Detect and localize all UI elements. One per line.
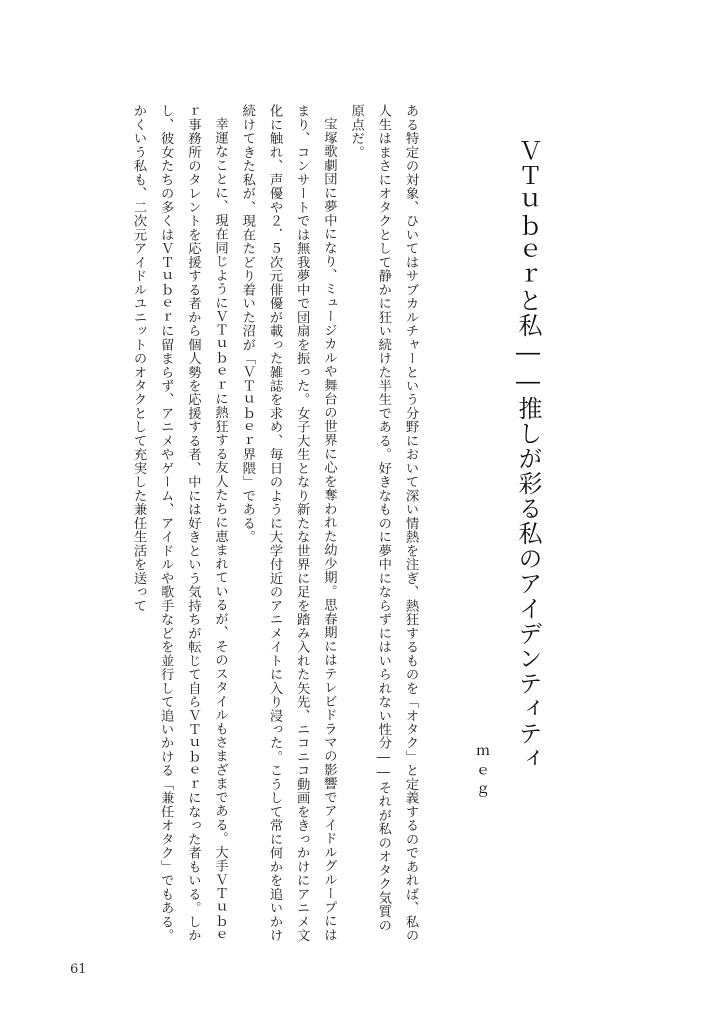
paragraph: ある特定の対象、ひいてはサブカルチャーという分野において深い情熱を注ぎ、熱狂するものを「オタク」と定義するのであれば、私の人生はまさにオタクとして静かに狂い続けた半生である。好きなものに夢中にならずにはいられない性分――それが私のオタク気質の原点だ。 [348, 104, 418, 943]
paragraph: 幸運なことに、現在同じようにＶＴｕｂｅｒに熱狂する友人たちに恵まれているが、そのスタイルもさまざまである。大手ＶＴｕｂｅｒ事務所のタレントを応援する者から個人勢を応援する者、中には好きという気持ちが転じて自らＶＴｕｂｅｒになった者もいる。しかし、彼女たちの多くはＶＴｕｂｅｒに留まらず、アニメやゲーム、アイドルや歌手などを並行して追いかける「兼任オタク」でもある。かくいう私も、二次元アイドルユニットのオタクとして充実した兼任生活を送って [130, 104, 228, 943]
page-number: 61 [70, 962, 87, 977]
paragraph: 宝塚歌劇団に夢中になり、ミュージカルや舞台の世界に心を奪われた幼少期。思春期にはテレビドラマの影響でアイドルグループにはまり、コンサートでは無我夢中で団扇を振った。女子大生となり新たな世界に足を踏み入れた矢先、ニコニコ動画をきっかけにアニメ文化に触れ、声優や２．５次元俳優が載った雑誌を求め、毎日のように大学付近のアニメイトに入り浸った。こうして常に何かを追いかけ続けてきた私が、現在たどり着いた沼が「ＶＴｕｂｅｒ界隈」である。 [239, 104, 337, 943]
chapter-title: ＶＴｕｂｅｒと私――推しが彩る私のアイデンティティ [514, 138, 542, 771]
body-text [88, 104, 424, 944]
author-name: ｍｅｇ [474, 744, 490, 804]
